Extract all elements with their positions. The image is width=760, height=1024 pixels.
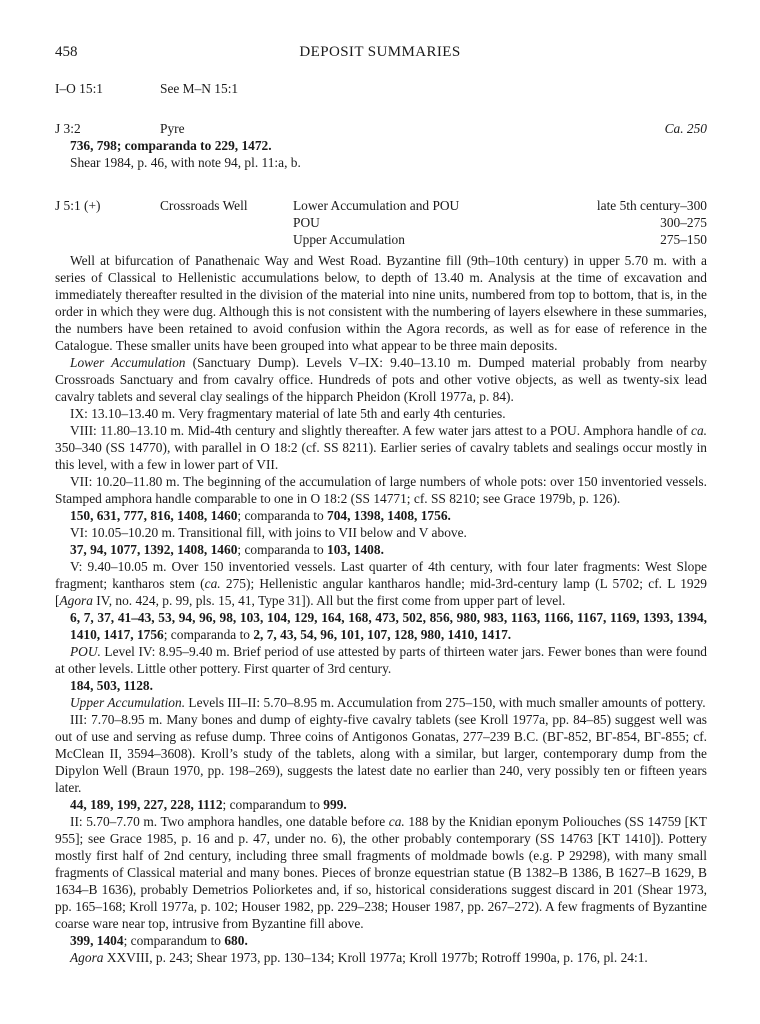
phase-label: Upper Accumulation (293, 232, 405, 247)
entry-io-15-1 (55, 80, 707, 97)
lower-accumulation-paragraph: Lower Accumulation (Sanctuary Dump). Levels V–IX: 9.40–13.10 m. Dumped material probably from nearby Crossroads Sanctuary and from cavalry office. Hundreds of pots and other votive objects, as well as twenty-six lead cavalry tablets and several clay sealings of the hipparch Pheidon (Kroll 1977a, p. 84). (55, 355, 707, 404)
deposit-date: Ca. 250 (664, 121, 707, 136)
running-head: DEPOSIT SUMMARIES (299, 44, 461, 60)
catalogue-numbers: 399, 1404; comparandum to 680. (70, 933, 248, 948)
catalogue-numbers: 150, 631, 777, 816, 1408, 1460; comparanda to 704, 1398, 1408, 1756. (70, 508, 451, 523)
level-vi-paragraph: VI: 10.05–10.20 m. Transitional fill, with joins to VII below and V above. (70, 525, 467, 540)
section-title: Upper Accumulation. (70, 695, 186, 710)
deposit-id: I–O 15:1 (55, 81, 103, 96)
section-title: Lower Accumulation (70, 355, 186, 370)
phase-date: 275–150 (660, 232, 707, 247)
entry-j-3-2-details (55, 137, 707, 171)
catalogue-numbers: 37, 94, 1077, 1392, 1408, 1460; comparanda to 103, 1408. (70, 542, 384, 557)
level-ii-paragraph: II: 5.70–7.70 m. Two amphora handles, one datable before ca. 188 by the Knidian eponym Poliouches (SS 14759 [KT 955]; see Grace 1985, p. 16 and p. 47, under no. 6), the other probably contemporary (SS 14763 [KT 1410]). Pottery mostly first half of 2nd century, including three small fragments of moldmade bowls (e.g. P 29298), with many small fragments of Classical material and many bones. Pieces of bronze equestrian statue (B 1382–B 1386, B 1627–B 1629, B 1634–B 1636), probably Demetrios Poliorketes and, if so, historical considerations suggest discard in 201 (Shear 1973, pp. 165–168; Kroll 1977a, p. 102; Houser 1982, pp. 229–238; Houser 1987, pp. 267–272). A few fragments of Byzantine coarse ware near top, intrusive from Byzantine fill above. (55, 814, 707, 931)
deposit-label: Pyre (160, 121, 185, 136)
entry-j-5-1 (55, 197, 707, 248)
catalogue-numbers: 184, 503, 1128. (70, 678, 153, 693)
level-vii-paragraph: VII: 10.20–11.80 m. The beginning of the accumulation of large numbers of whole pots: over 150 inventoried vessels. Stamped amphora handle comparable to one in O 18:2 (SS 14771; cf. SS 8210; see Grace 1979b, p. 126). (55, 474, 707, 506)
phase-label: POU (293, 215, 320, 230)
bibliography: Agora XXVIII, p. 243; Shear 1973, pp. 130–134; Kroll 1977a; Kroll 1977b; Rotroff 1990a, p. 176, pl. 24:1. (70, 950, 648, 965)
level-v-paragraph: V: 9.40–10.05 m. Over 150 inventoried vessels. Last quarter of 4th century, with four later fragments: West Slope fragment; kantharos stem (ca. 275); Hellenistic angular kantharos handle; mid-3rd-century lamp (L 5702; cf. L 1929 [Agora IV, no. 424, p. 99, pls. 15, 41, Type 31]). All but the first come from upper part of level. (55, 559, 707, 608)
pou-paragraph: POU. Level IV: 8.95–9.40 m. Brief period of use attested by parts of thirteen water jars. Fewer bones than were found at other levels. Little other pottery. First quarter of 3rd century. (55, 644, 707, 676)
catalogue-numbers: 44, 189, 199, 227, 228, 1112; comparandum to 999. (70, 797, 347, 812)
crossroads-well-summary (55, 252, 707, 966)
upper-accumulation-paragraph: Upper Accumulation. Levels III–II: 5.70–8.95 m. Accumulation from 275–150, with much smaller amounts of pottery. (70, 695, 706, 710)
section-title: POU. (70, 644, 101, 659)
deposit-id: J 3:2 (55, 121, 81, 136)
intro-paragraph: Well at bifurcation of Panathenaic Way and West Road. Byzantine fill (9th–10th century) in upper 5.70 m. with a series of Classical to Hellenistic accumulations below, to depth of 13.40 m. Analysis at the time of excavation and immediately thereafter resulted in the division of the material into nine units, numbered from top to bottom, that is, in the order in which they were dug. Although this is not consistent with the numbering of layers elsewhere in these summaries, the numbers have been retained to avoid confusion within the Agora records, as well as for ease of reference in the Catalogue. These smaller units have been grouped into what appear to be three main deposits. (55, 253, 707, 353)
deposit-id: J 5:1 (+) (55, 198, 101, 213)
phase-date: late 5th century–300 (596, 198, 707, 213)
deposit-label: Crossroads Well (160, 198, 248, 213)
level-iii-paragraph: III: 7.70–8.95 m. Many bones and dump of eighty-five cavalry tablets (see Kroll 1977a, pp. 84–85) suggest well was out of use and serving as refuse dump. Three coins of Antigonos Gonatas, 277–239 B.C. (BΓ-852, BΓ-854, BΓ-855; cf. McClean II, 3594–3608). Kroll’s study of the tablets, along with a similar, but larger, contemporary dump from the Dipylon Well (Braun 1970, pp. 198–269), suggests the latest date no earlier than 240, very possibly ten or fifteen years later. (55, 712, 707, 795)
entry-j-3-2 (55, 120, 707, 137)
catalogue-numbers: 736, 798; comparanda to 229, 1472. (70, 138, 272, 153)
catalogue-numbers: 6, 7, 37, 41–43, 53, 94, 96, 98, 103, 104, 129, 164, 168, 473, 502, 856, 980, 983, 1163, 1166, 1167, 1169, 1393, 1394, 1410, 1417, 1756; comparanda to 2, 7, 43, 54, 96, 101, 107, 128, 980, 1410, 1417. (70, 610, 707, 642)
level-ix-paragraph: IX: 13.10–13.40 m. Very fragmentary material of late 5th and early 4th centuries. (70, 406, 506, 421)
bibliography: Shear 1984, p. 46, with note 94, pl. 11:a, b. (70, 155, 301, 170)
phase-label: Lower Accumulation and POU (293, 198, 460, 213)
deposit-label: See M–N 15:1 (160, 81, 239, 96)
phase-date: 300–275 (660, 215, 707, 230)
page-number: 458 (55, 44, 78, 60)
level-viii-paragraph: VIII: 11.80–13.10 m. Mid-4th century and slightly thereafter. A few water jars attest to a POU. Amphora handle of ca. 350–340 (SS 14770), with parallel in O 18:2 (cf. SS 8211). Earlier series of cavalry tablets and sealings occur mostly in this level, with a few in lower part of VII. (55, 423, 707, 472)
